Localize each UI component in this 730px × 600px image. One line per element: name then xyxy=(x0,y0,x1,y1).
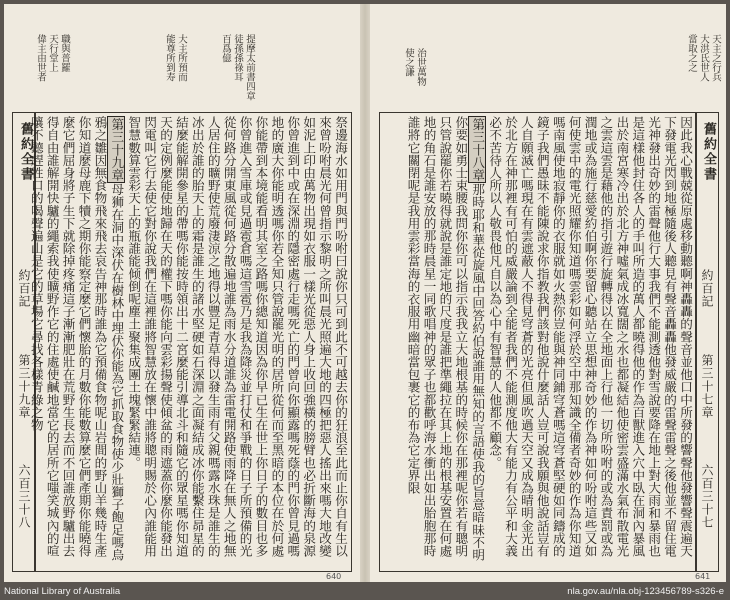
book-gutter xyxy=(360,4,370,582)
left-top-note-2: 大主所預而 能尊所到寿 xyxy=(164,34,187,82)
left-book-title: 舊約全書 xyxy=(18,122,33,182)
left-body-text xyxy=(28,116,348,566)
right-margin-rule xyxy=(695,112,697,572)
right-section-title: 約百記 xyxy=(700,269,714,308)
footer-identifier: nla.gov.au/nla.obj-123456789-s326-e xyxy=(567,586,724,597)
left-page-number: 六百三十八 xyxy=(17,464,31,529)
right-top-note-1: 天主之行兵 大洪氏世人 當取之之 xyxy=(686,34,721,82)
right-chapter-heading: 第三十八章 xyxy=(470,118,486,181)
left-page xyxy=(4,4,365,582)
left-chapter-label: 第三十九章 xyxy=(17,354,31,419)
book-spread xyxy=(4,4,726,582)
right-body-para-1: 因此我心戰兢從原處移動聽啊神轟轟的聲音並他口中所發的響聲他發響聲震遍天下發電光閃到地極隨後人聽見有聲音轟轟他發威嚴的雷聲雷聲之後他並不留住電光神發出奇妙的雷聲他行大事我們不能測透他對雪說要降在地上對大雨和暴雨也是這樣他封住各人的手叫所造的萬人都曉得他的作為百獸進入穴中臥在洞內暴風出於南宮寒冷出於北方神噓氣成冰寬闊之水也都凝結他使密雲盛滿水氣布散電光之雲這雲是藉他的指引遊行旋轉得以在全地面上行他一切所吩咐的或為責罰或為潤地或為施行慈愛約伯啊你要留心聽站立思想神奇妙的作為神如何吩咐這些又如何使雲中的電光照耀你知道嗎雲彩如何浮於空中那知識全備者奇妙的作為你知道嗎南風使地寂靜你的衣服就如火熱你豈能與神同鋪穹蒼嗎這穹蒼堅硬如同鑄成的鏡子我們愚昧不能陳說求你指教我們該對他說什麼話人豈可說我願與他說話豈有人自願滅亡嗎現在有雲遮蔽人不得見穹蒼的光亮但風吹過天空又成為晴明金光出於北方在神那裡有可怕的威嚴論到全能者我們不能測度他大有能力有公平和大義必不苦待人所以人敬畏他凡自以為心中有智慧的人他都不顧念。 xyxy=(487,116,693,557)
left-top-note-1: 提摩太前書四章 徒孫孫祿耳 百爲億 xyxy=(220,34,255,101)
left-page-stamp: 640 xyxy=(326,572,342,581)
left-chapter-heading-wrap xyxy=(28,116,125,566)
left-section-title: 約百記 xyxy=(17,269,31,308)
left-body-para-1: 祭邊海水如用門與門吩咐曰說你只可到此不可越去你的狂浪至此而止你自有生以來曾吩咐晨光何曾指示黎明之所叫晨光照遍大地的四極把惡人搖出來嗎大地改變如泥上印由萬物出現如衣服一樣光從惡人身上收回強橫的膀臂也必折斷海的泉源你曾進到中或在深淵的隱密處行走嗎死亡的門曾向你顯露嗎死蔭的門你曾見過嗎地的廣大你能明透嗎你若全知只管說罷光明的居所從何而至黑暗的本位在於何處你能帶到本境能看明其室之路嗎你總知道因為你早已生在世上你日子的數目也多你曾進入雪庫或見過雹倉嗎這雪雹乃是我為降災並打仗和爭戰的日子所預備的光從何路分開東風從何路分散遍地誰為雨水分道誰為雷電開路使雨降在無人之地無人居住的曠野使荒廢淒涼之地得以豐足青草得以發生雨有父親嗎露水珠是誰生的冰出於誰的胎天上的霜是誰生的諸水堅硬如石深淵之面凝結成冰你能繫住昴星的結麼能解開參星的帶嗎你能按時領出十二宮麼能引導北斗和隨它的眾星嗎你知道天的定例麼能使地歸在天的權下嗎你能向雲彩揚聲使傾盆的雨遮蓋你麼你能發出閃電叫它行去使它對你說我們在這裡誰將智慧放在懷中誰將聰明賜於心內誰能用智慧數算雲彩天上的瓶誰能倾倒呢塵土聚集成團土塊緊緊結連。 xyxy=(126,116,348,557)
right-page-stamp: 641 xyxy=(695,572,711,581)
right-body-para-2: 那時耶和華從旋風中回答約伯說誰用無知的言語使我的旨意暗昧不明你要如勇士束腰我問你你可以指示我我立大地根基的時候你在那裡呢你若有聰明只管說罷你若曉得就說是誰定地的尺度是誰把準繩拉在其上地的根基安置在何處地的角石是誰安放的那時晨星一同歌唱神的眾子也都歡呼海水衝出如出胎胞那時誰將它關閉呢是我用雲彩當海的衣服用幽暗當包裹它的布為它定界限 xyxy=(405,116,486,561)
footer-bar xyxy=(0,582,730,600)
right-chapter-heading-wrap xyxy=(405,116,487,566)
right-body-text xyxy=(383,116,693,566)
right-top-note-2: 治世萬物 使之謙 xyxy=(403,48,426,86)
footer-library-name: National Library of Australia xyxy=(4,586,121,597)
right-page-number: 六百三十七 xyxy=(700,464,714,529)
right-book-title: 舊約全書 xyxy=(701,122,716,182)
left-chapter-heading: 第三十九章 xyxy=(109,118,125,181)
left-top-note-3: 職與普羅 天行堂上 偉主由世者 xyxy=(35,34,70,82)
right-page xyxy=(365,4,726,582)
right-chapter-label: 第三十七章 xyxy=(700,354,714,419)
left-body-para-2: 母狮在洞中深伏在樹林中埋伏你能為它抓取食物使少壯獅子飽足嗎烏鴉之雛因無食物飛來飛去哀告神那時誰為它預備食物呢山岩間的野山羊幾時生產你知道麼母鹿下犢之期你能察定麼它們懷胎的月數你能數算麼它們產期你能曉得麼它們屈身將子生下就除掉疼痛這子漸漸肥壯在荒野生長去而不回誰放野驢出去得自由誰解開快驢的繩索我使曠野作它的住處使鹹地當它的居所它嗤笑城內的喧嚷不聽趕牲口的喝聲遍山是它的草場它尋找各樣青綠之物 xyxy=(28,116,125,561)
